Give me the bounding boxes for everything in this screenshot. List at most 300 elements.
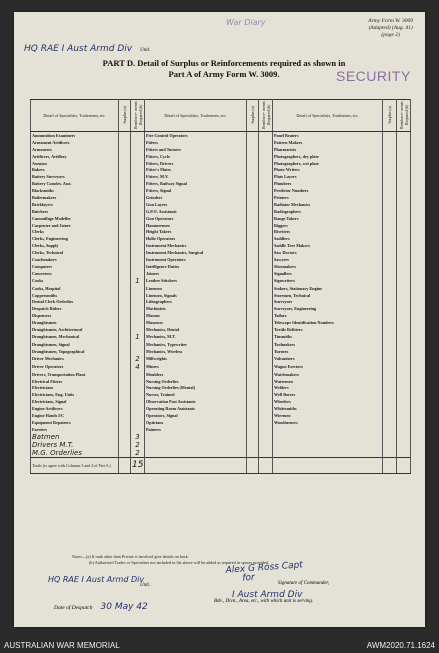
col3-required (397, 194, 411, 201)
table-row (31, 391, 411, 398)
col2-trade-header: Detail of Specialists, Tradesmen, etc. (145, 100, 247, 132)
col3-surplus (383, 305, 397, 312)
col1-required (131, 419, 145, 426)
col1-surplus (119, 298, 131, 305)
col3-required (397, 160, 411, 167)
col1-trade: Drivers, Transportation Plant (31, 371, 119, 378)
col3-trade: Range Takers (273, 215, 383, 222)
col1-trade: Cooks (31, 277, 119, 285)
col2-surplus (247, 201, 259, 208)
table-row (31, 208, 411, 215)
col2-surplus (247, 426, 259, 433)
col1-required (131, 208, 145, 215)
col2-required (259, 263, 273, 270)
col2-required (259, 449, 273, 458)
col1-required (131, 378, 145, 385)
col2-trade: Fitters, Drivers (145, 160, 247, 167)
col1-trade: Engine Artificers (31, 405, 119, 412)
caption-left: AUSTRALIAN WAR MEMORIAL (4, 641, 120, 650)
col2-trade: Fitters (145, 139, 247, 146)
col1-required (131, 270, 145, 277)
col3-required (397, 222, 411, 229)
col1-surplus (119, 228, 131, 235)
col3-trade: Whitesmiths (273, 405, 383, 412)
col2-required (259, 441, 273, 449)
col3-surplus (383, 194, 397, 201)
col2-trade (145, 441, 247, 449)
col3-required (397, 208, 411, 215)
col2-required (259, 333, 273, 341)
col1-trade: Battery Comdrs. Asst. (31, 180, 119, 187)
table-row (31, 173, 411, 180)
col2-required (259, 201, 273, 208)
col2-required (259, 222, 273, 229)
table-row (31, 132, 411, 139)
table-row (31, 222, 411, 229)
col3-surplus (383, 242, 397, 249)
col1-trade: Equipment Repairers (31, 419, 119, 426)
col1-surplus (119, 426, 131, 433)
col3-required (397, 270, 411, 277)
col1-trade: Armourers (31, 146, 119, 153)
col3-surplus (383, 256, 397, 263)
col1-required: 2 (131, 441, 145, 449)
col3-surplus (383, 215, 397, 222)
col2-surplus (247, 215, 259, 222)
col1-surplus-header: Surplus (a) (119, 100, 131, 132)
col1-trade: Axemen (31, 160, 119, 167)
col1-required (131, 256, 145, 263)
col1-required (131, 412, 145, 419)
col3-required (397, 292, 411, 299)
col1-required (131, 146, 145, 153)
table-row (31, 363, 411, 371)
col1-trade: Coppersmiths (31, 292, 119, 299)
title-line1: PART D. Detail of Surplus or Reinforcements required as shown in (102, 58, 346, 68)
table-row (31, 256, 411, 263)
col3-required (397, 173, 411, 180)
col3-surplus (383, 173, 397, 180)
col2-surplus (247, 208, 259, 215)
table-row (31, 242, 411, 249)
col2-required (259, 173, 273, 180)
col3-required (397, 341, 411, 348)
col3-surplus (383, 378, 397, 385)
col2-required (259, 235, 273, 242)
col1-required (131, 235, 145, 242)
col2-trade: Painters (145, 426, 247, 433)
col2-trade: Intelligence Duties (145, 263, 247, 270)
col3-surplus (383, 146, 397, 153)
col1-required (131, 426, 145, 433)
col3-trade: Photographers, dry plate (273, 153, 383, 160)
col2-surplus (247, 419, 259, 426)
col2-trade: Observation Post Assistants (145, 398, 247, 405)
col1-trade: Camouflage Modeller (31, 215, 119, 222)
col1-trade: Artificers, Artillery (31, 153, 119, 160)
col1-trade: Despatch Riders (31, 305, 119, 312)
table-row (31, 326, 411, 333)
col2-required (259, 319, 273, 326)
col1-required: 1 (131, 277, 145, 285)
col1-surplus (119, 449, 131, 458)
col2-trade: Operators, Signal (145, 412, 247, 419)
col2-required (259, 166, 273, 173)
col2-required (259, 371, 273, 378)
col2-required (259, 277, 273, 285)
col3-surplus (383, 180, 397, 187)
col3-required (397, 215, 411, 222)
col3-trade: Woodturners (273, 419, 383, 426)
col1-surplus (119, 153, 131, 160)
col3-surplus (383, 277, 397, 285)
col1-surplus (119, 277, 131, 285)
col2-trade: Fitters, Railway Signal (145, 180, 247, 187)
col2-required (259, 132, 273, 139)
col1-surplus (119, 249, 131, 256)
col1-required (131, 173, 145, 180)
col1-trade: Electrical Fitters (31, 378, 119, 385)
col3-surplus (383, 371, 397, 378)
col2-trade: Fitters, Signal (145, 187, 247, 194)
col3-required (397, 449, 411, 458)
table-row (31, 378, 411, 385)
table-row (31, 433, 411, 441)
col1-surplus (119, 146, 131, 153)
col3-trade: Tinsmiths (273, 333, 383, 341)
form-reference (368, 18, 413, 39)
col2-surplus (247, 391, 259, 398)
col2-trade: Mechanics, Dental (145, 326, 247, 333)
col1-required: 1 (131, 333, 145, 341)
col3-trade: Printers (273, 194, 383, 201)
col1-required (131, 298, 145, 305)
col1-trade: Electricians, Signal (31, 398, 119, 405)
col3-trade: Panel Beaters (273, 132, 383, 139)
col3-trade (273, 433, 383, 441)
col2-required (259, 412, 273, 419)
col2-trade: Height Takers (145, 228, 247, 235)
col1-trade: Boilermakers (31, 194, 119, 201)
col2-surplus (247, 441, 259, 449)
col1-required (131, 391, 145, 398)
col3-required (397, 305, 411, 312)
col3-trade: Saddlers (273, 235, 383, 242)
table-row (31, 426, 411, 433)
war-diary-note: War Diary (226, 18, 266, 27)
col3-surplus-header: Surplus (a) (383, 100, 397, 132)
col3-required (397, 426, 411, 433)
col3-trade: Shoemakers (273, 263, 383, 270)
col1-required (131, 194, 145, 201)
table-row (31, 263, 411, 270)
col2-required (259, 228, 273, 235)
col3-surplus (383, 249, 397, 256)
table-row (31, 405, 411, 412)
col2-trade: Leather Stitchers (145, 277, 247, 285)
col1-surplus (119, 305, 131, 312)
col3-required (397, 333, 411, 341)
col3-trade: Surveyors (273, 298, 383, 305)
col1-required (131, 153, 145, 160)
col3-surplus (383, 419, 397, 426)
form-ref-line1: Army Form W. 3009 (368, 18, 413, 24)
col3-required (397, 326, 411, 333)
col2-required (259, 298, 273, 305)
col2-trade: Moulders (145, 371, 247, 378)
col2-trade: Hammermen (145, 222, 247, 229)
col3-required (397, 285, 411, 292)
col1-trade: Armament Artificers (31, 139, 119, 146)
col1-required (131, 305, 145, 312)
col3-trade: Vulcanisers (273, 355, 383, 363)
col1-required: 3 (131, 433, 145, 441)
col1-required (131, 292, 145, 299)
col3-surplus (383, 285, 397, 292)
col2-surplus (247, 312, 259, 319)
col2-surplus (247, 305, 259, 312)
col1-required (131, 132, 145, 139)
col1-surplus (119, 433, 131, 441)
col2-trade: Nursing Orderlies (Mental) (145, 385, 247, 392)
col3-surplus (383, 355, 397, 363)
col3-surplus (383, 385, 397, 392)
col3-surplus (383, 319, 397, 326)
col1-surplus (119, 139, 131, 146)
col2-required (259, 355, 273, 363)
table-row (31, 249, 411, 256)
col3-trade: Rivetters (273, 228, 383, 235)
col1-surplus (119, 363, 131, 371)
col1-surplus (119, 166, 131, 173)
col2-required (259, 215, 273, 222)
col2-surplus (247, 263, 259, 270)
date-value: 30 May 42 (100, 602, 148, 612)
col3-required (397, 139, 411, 146)
col3-trade (273, 449, 383, 458)
form-ref-line2: (Adapted) (Aug. 41) (368, 25, 413, 31)
table-row (31, 441, 411, 449)
col1-surplus (119, 263, 131, 270)
col1-trade: Bakers (31, 166, 119, 173)
col1-trade: Electricians (31, 385, 119, 392)
trades-table (30, 99, 411, 474)
col2-required (259, 341, 273, 348)
col1-trade: Draughtsmen, Topographical (31, 348, 119, 355)
col3-required (397, 433, 411, 441)
col1-required (131, 160, 145, 167)
col1-surplus (119, 412, 131, 419)
col3-surplus (383, 412, 397, 419)
table-row (31, 270, 411, 277)
col1-required (131, 371, 145, 378)
col2-surplus (247, 235, 259, 242)
col1-required (131, 180, 145, 187)
col2-surplus (247, 433, 259, 441)
col2-surplus (247, 378, 259, 385)
col2-required (259, 405, 273, 412)
table-row (31, 235, 411, 242)
col1-required (131, 385, 145, 392)
col2-surplus (247, 405, 259, 412)
footer-unit (48, 569, 144, 587)
col2-surplus (247, 341, 259, 348)
col3-surplus (383, 341, 397, 348)
col1-required (131, 263, 145, 270)
col1-required (131, 139, 145, 146)
col3-surplus (383, 208, 397, 215)
col2-surplus (247, 270, 259, 277)
unit-handwritten: HQ RAE I Aust Armd Div (24, 44, 133, 54)
col2-surplus (247, 256, 259, 263)
col3-trade: Watermen (273, 378, 383, 385)
col3-required (397, 249, 411, 256)
table-row (31, 292, 411, 299)
col2-required (259, 146, 273, 153)
col3-required (397, 228, 411, 235)
col1-required (131, 348, 145, 355)
col3-trade: Well Borers (273, 391, 383, 398)
col3-trade: Turners (273, 348, 383, 355)
col3-required (397, 187, 411, 194)
bde-label: Bde., Divn., Area, etc., with which unit is serving. (214, 599, 314, 604)
col3-required (397, 298, 411, 305)
signature-name: Alex G Ross Capt (225, 560, 304, 576)
col1-required: 4 (131, 363, 145, 371)
col2-trade: Mechanics, Wireless (145, 348, 247, 355)
col3-surplus (383, 292, 397, 299)
col3-surplus (383, 398, 397, 405)
col2-surplus (247, 146, 259, 153)
col3-required (397, 405, 411, 412)
col2-surplus (247, 449, 259, 458)
col3-trade: Watchmakers (273, 371, 383, 378)
col3-trade: Radiographers (273, 208, 383, 215)
col1-surplus (119, 201, 131, 208)
col1-surplus (119, 256, 131, 263)
col3-required (397, 180, 411, 187)
col2-required (259, 270, 273, 277)
col1-surplus (119, 194, 131, 201)
col2-required (259, 285, 273, 292)
col1-required: 2 (131, 449, 145, 458)
note-a: Notes—(a) If rank other than Private is involved give details on back. (72, 554, 189, 559)
col2-trade (145, 449, 247, 458)
col3-trade: Predictor Numbers (273, 187, 383, 194)
col1-surplus (119, 173, 131, 180)
col1-required (131, 249, 145, 256)
col1-trade: Dispensers (31, 312, 119, 319)
col3-surplus (383, 263, 397, 270)
col3-surplus (383, 298, 397, 305)
col2-trade: Fitters, Cycle (145, 153, 247, 160)
col2-required (259, 160, 273, 167)
col1-surplus (119, 242, 131, 249)
col2-trade: Gun Layers (145, 201, 247, 208)
col3-surplus (383, 187, 397, 194)
col3-surplus (383, 166, 397, 173)
col3-trade: Storemen, Technical (273, 292, 383, 299)
col1-trade: Concreters (31, 270, 119, 277)
col2-trade: Instrument Mechanics (145, 242, 247, 249)
col1-surplus (119, 270, 131, 277)
col3-required (397, 153, 411, 160)
col2-required (259, 292, 273, 299)
col1-required (131, 228, 145, 235)
col2-required (259, 305, 273, 312)
col2-required (259, 348, 273, 355)
col3-trade: Plumbers (273, 180, 383, 187)
col1-surplus (119, 132, 131, 139)
col3-surplus (383, 348, 397, 355)
col2-required (259, 398, 273, 405)
col3-surplus (383, 228, 397, 235)
col2-trade: Machinists (145, 305, 247, 312)
col3-surplus (383, 312, 397, 319)
col2-trade: Masseurs (145, 319, 247, 326)
col3-surplus (383, 132, 397, 139)
col2-surplus (247, 242, 259, 249)
table-row (31, 333, 411, 341)
col2-surplus (247, 153, 259, 160)
table-header-row (31, 100, 411, 132)
table-row (31, 449, 411, 458)
col3-required (397, 277, 411, 285)
col3-surplus (383, 426, 397, 433)
col2-trade: Operating Room Assistants (145, 405, 247, 412)
col2-required (259, 363, 273, 371)
col3-surplus (383, 201, 397, 208)
col2-required (259, 378, 273, 385)
col3-trade: Photographers, wet plate (273, 160, 383, 167)
col3-surplus (383, 270, 397, 277)
totals-row (31, 457, 411, 473)
col3-trade: Signwriters (273, 277, 383, 285)
col3-trade: Wheelers (273, 398, 383, 405)
col1-trade: Draughtsmen, Mechanical (31, 333, 119, 341)
caption-right: AWM2020.71.1624 (366, 641, 435, 650)
col1-surplus (119, 292, 131, 299)
col3-trade: Radiator Mechanics (273, 201, 383, 208)
col2-surplus (247, 348, 259, 355)
col3-trade: Saddle Tree Makers (273, 242, 383, 249)
col3-surplus (383, 441, 397, 449)
col2-trade: Nursing Orderlies (145, 378, 247, 385)
col2-surplus (247, 363, 259, 371)
col3-required (397, 385, 411, 392)
totals-surplus (119, 457, 131, 473)
col2-trade: Masons (145, 312, 247, 319)
col1-trade: M.G. Orderlies (31, 449, 119, 458)
col2-trade: G.P.O. Assistants (145, 208, 247, 215)
table-row (31, 139, 411, 146)
totals-required: 15 (131, 457, 145, 473)
col1-required (131, 215, 145, 222)
col3-surplus (383, 405, 397, 412)
col3-trade: Telescope Identification Numbers (273, 319, 383, 326)
col3-surplus (383, 139, 397, 146)
col3-required (397, 312, 411, 319)
col1-trade: Carpenter and Joiner (31, 222, 119, 229)
col3-surplus (383, 153, 397, 160)
col1-surplus (119, 441, 131, 449)
table-row (31, 201, 411, 208)
table-row (31, 412, 411, 419)
col1-surplus (119, 371, 131, 378)
footer-unit-label: Unit. (140, 583, 151, 588)
col2-surplus (247, 160, 259, 167)
col1-required (131, 222, 145, 229)
